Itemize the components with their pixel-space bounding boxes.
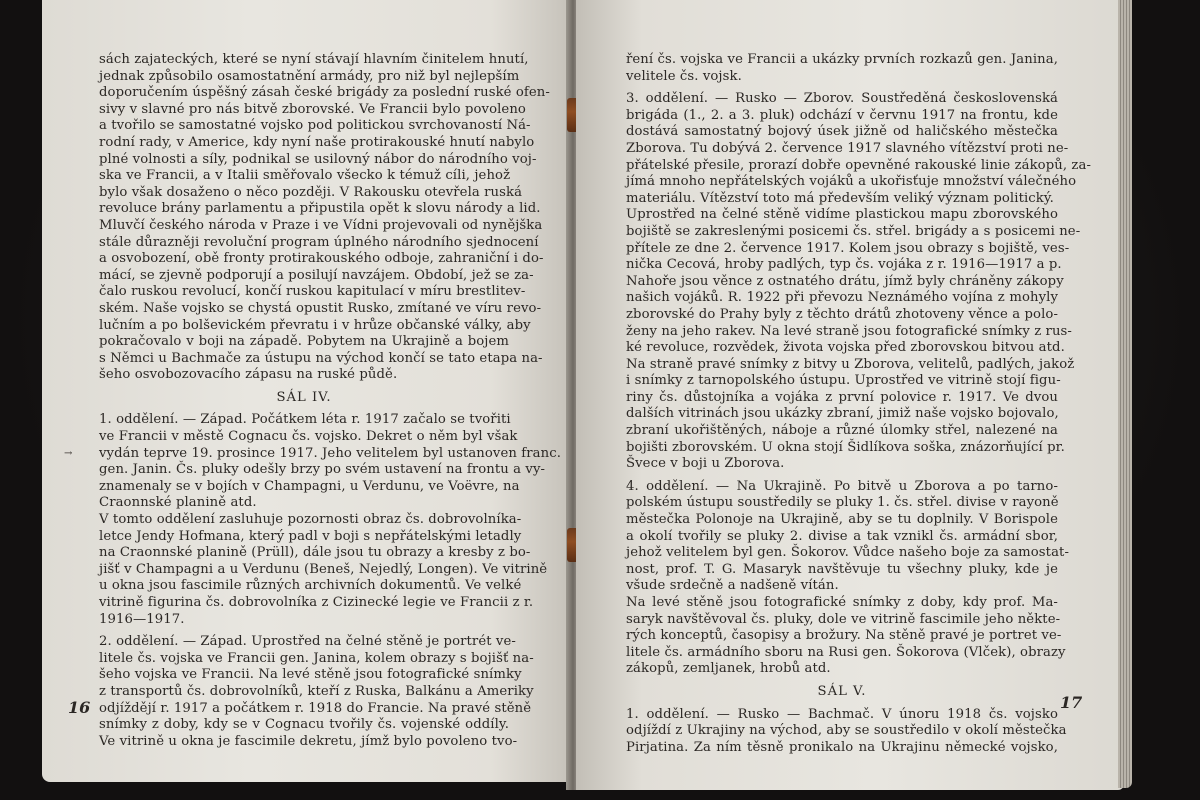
- text-line: stále důrazněji revoluční program úplného národního sjednocení: [99, 234, 539, 250]
- text-line: Švece v boji u Zborova.: [626, 456, 785, 472]
- text-line: dalších vitrinách jsou ukázky zbraní, jimiž naše vojsko bojovalo,: [626, 406, 1059, 422]
- text-line: ženy na jeho rakev. Na levé straně jsou fotografické snímky z rus-: [626, 323, 1072, 339]
- text-line: ve Francii v městě Cognacu čs. vojsko. Dekret o něm byl však: [99, 429, 518, 445]
- text-line: šeho vojska ve Francii. Na levé stěně jsou fotografické snímky: [99, 667, 522, 683]
- text-line: nost, prof. T. G. Masaryk navštěvuje tu všechny pluky, kde je: [626, 561, 1058, 577]
- text-line: V tomto oddělení zasluhuje pozornosti obraz čs. dobrovolníka-: [99, 512, 522, 528]
- text-line: 1. oddělení. — Rusko — Bachmač. V únoru 1918 čs. vojsko: [626, 706, 1058, 722]
- text-line: Craonnské planině atd.: [99, 495, 257, 511]
- text-line: šeho osvobozovacího zápasu na ruské půdě.: [99, 367, 398, 383]
- text-line: sivy v slavné pro nás bitvě zborovské. Ve Francii bylo povoleno: [99, 101, 526, 117]
- text-line: snímky z doby, kdy se v Cognacu tvořily čs. vojenské oddíly.: [99, 717, 509, 733]
- section-heading: SÁL V.: [817, 683, 867, 699]
- text-line: bylo však dosaženo o něco později. V Rakousku otevřela ruská: [99, 184, 523, 200]
- pencil-arrow-mark: →: [64, 448, 73, 459]
- text-line: ření čs. vojska ve Francii a ukázky prvních rozkazů gen. Janina,: [626, 52, 1058, 67]
- text-line: gen. Janin. Čs. pluky odešly brzy po svém ustavení na frontu a vy-: [99, 462, 546, 478]
- text-line: odjíždějí r. 1917 a počátkem r. 1918 do Francie. Na pravé stěně: [99, 700, 532, 716]
- text-line: všude srdečně a nadšeně vítán.: [626, 578, 839, 594]
- text-line: přítele ze dne 2. července 1917. Kolem jsou obrazy s bojiště, ves-: [626, 240, 1070, 256]
- text-line: přátelské přesile, prorazí dobře opevněné rakouské linie zákopů, za-: [626, 157, 1091, 173]
- text-line: našich vojáků. R. 1922 při převozu Neznámého vojína z mohyly: [626, 290, 1058, 306]
- left-page: [42, 0, 570, 782]
- text-line: jímá mnoho nepřátelských vojáků a ukořisťuje množství válečného: [626, 174, 1077, 190]
- text-line: litele čs. armádního sboru na Rusi gen. Šokorova (Vlček), obrazy: [626, 644, 1066, 660]
- text-line: 1916—1917.: [99, 611, 185, 627]
- text-line: materiálu. Vítězství toto má především veliký význam politický.: [626, 190, 1054, 206]
- text-line: letce Jendy Hofmana, který padl v boji s nepřátelskými letadly: [99, 528, 522, 544]
- page-number-right: 17: [1060, 693, 1083, 712]
- text-line: sách zajateckých, které se nyní stávají hlavním činitelem hnutí,: [99, 52, 529, 67]
- text-line: riny čs. důstojníka a vojáka z první polovice r. 1917. Ve dvou: [626, 389, 1058, 405]
- left-page-text: [99, 52, 561, 750]
- text-line: Na straně pravé snímky z bitvy u Zborova, velitelů, padlých, jakož: [626, 356, 1075, 372]
- text-line: 1. oddělení. — Západ. Počátkem léta r. 1917 začalo se tvořiti: [99, 412, 511, 428]
- text-line: jednak způsobilo osamostatnění armády, pro niž byl nejlepším: [99, 68, 520, 84]
- text-line: plné volnosti a síly, podnikal se usilovný nábor do národního voj-: [99, 151, 537, 167]
- text-line: 3. oddělení. — Rusko — Zborov. Soustředěná československá: [626, 91, 1058, 107]
- text-line: pokračovalo v boji na západě. Pobytem na Ukrajině a bojem: [99, 334, 509, 350]
- text-line: u okna jsou fascimile různých archivních dokumentů. Ve velké: [99, 578, 522, 594]
- text-line: zbraní ukořištěných, náboje a různé úlomky střel, nalezené na: [626, 423, 1058, 439]
- text-line: a okolí tvořily se pluky 2. divise a tak vznikl čs. armádní sbor,: [626, 528, 1058, 544]
- text-line: 2. oddělení. — Západ. Uprostřed na čelné stěně je portrét ve-: [99, 634, 516, 650]
- text-line: Zborova. Tu dobývá 2. července 1917 slavného vítězství proti ne-: [626, 140, 1069, 156]
- text-line: rodní rady, v Americe, kdy nyní naše protirakouské hnutí nabylo: [99, 134, 535, 150]
- text-line: a tvořilo se samostatné vojsko pod politickou svrchovaností Ná-: [99, 118, 531, 134]
- section-heading: SÁL IV.: [276, 389, 332, 405]
- text-line: ska ve Francii, a v Italii směřovalo všecko k témuž cíli, jehož: [99, 168, 511, 184]
- text-line: nička Cecová, hroby padlých, typ čs. vojáka z r. 1916—1917 a p.: [626, 257, 1062, 273]
- text-line: polském ústupu soustředily se pluky 1. čs. střel. divise v rayoně: [626, 495, 1059, 511]
- text-line: s Němci u Bachmače za ústupu na východ končí se tato etapa na-: [99, 350, 543, 366]
- text-line: bojišti zborovském. U okna stojí Šidlíkova soška, znázorňující pr.: [626, 439, 1065, 455]
- text-line: vydán teprve 19. prosince 1917. Jeho velitelem byl ustanoven franc.: [99, 445, 561, 461]
- text-line: doporučením úspěšný zásah české brigády za poslední ruské ofen-: [99, 85, 550, 101]
- text-line: Pirjatina. Za ním těsně pronikalo na Ukrajinu německé vojsko,: [626, 739, 1058, 755]
- text-line: i snímky z tarnopolského ústupu. Uprostřed ve vitrině stojí figu-: [626, 373, 1061, 389]
- page-stack-edge: [1118, 0, 1132, 788]
- text-line: Na levé stěně jsou fotografické snímky z doby, kdy prof. Ma-: [626, 595, 1058, 610]
- text-line: ském. Naše vojsko se chystá opustit Rusko, zmítané ve víru revo-: [99, 300, 542, 316]
- text-line: brigáda (1., 2. a 3. pluk) odchází v červnu 1917 na frontu, kde: [626, 107, 1058, 123]
- text-line: a osvobození, obě fronty protirakouského odboje, zahraniční i do-: [99, 251, 544, 267]
- text-line: odjíždí z Ukrajiny na východ, aby se soustředilo v okolí městečka: [626, 723, 1067, 739]
- text-line: jišť v Champagni a u Verdunu (Beneš, Nejedlý, Longen). Ve vitrině: [99, 561, 548, 577]
- text-line: na Craonnské planině (Prüll), dále jsou tu obrazy a kresby z bo-: [99, 545, 531, 561]
- text-line: 4. oddělení. — Na Ukrajině. Po bitvě u Zborova a po tarno-: [626, 478, 1058, 494]
- text-line: jehož velitelem byl gen. Šokorov. Vůdce našeho boje za samostat-: [626, 545, 1069, 561]
- text-line: bojiště se zakreslenými posicemi čs. střel. brigády a s posicemi ne-: [626, 223, 1081, 239]
- text-line: čalo ruskou revolucí, končí ruskou kapitulací v míru brestlitev-: [99, 284, 526, 300]
- text-line: revoluce brány parlamentu a připustila opět k slovu národy a lid.: [99, 201, 541, 217]
- text-line: velitele čs. vojsk.: [626, 68, 742, 84]
- right-page-text: [626, 52, 1091, 756]
- text-line: Nahoře jsou věnce z ostnatého drátu, jímž byly chráněny zákopy: [626, 273, 1064, 289]
- text-line: znamenaly se v bojích v Champagni, u Verdunu, ve Voëvre, na: [99, 478, 520, 494]
- text-line: saryk navštěvoval čs. pluky, dole ve vitrině fascimile jeho někte-: [626, 611, 1061, 627]
- text-line: městečka Polonoje na Ukrajině, aby se tu doplnily. V Borispole: [626, 512, 1058, 528]
- text-line: Ve vitrině u okna je fascimile dekretu, jímž bylo povoleno tvo-: [99, 733, 518, 749]
- text-line: dostává samostatný bojový úsek jižně od haličského městečka: [626, 124, 1058, 140]
- text-line: zborovské do Prahy byly z těchto drátů zhotoveny věnce a polo-: [626, 306, 1058, 322]
- text-line: lučním a po bolševickém převratu i v hrůze občanské války, aby: [99, 317, 531, 333]
- page-number-left: 16: [68, 698, 91, 717]
- text-line: vitrině figurina čs. dobrovolníka z Cizinecké legie ve Francii z r.: [99, 595, 534, 610]
- text-line: z transportů čs. dobrovolníků, kteří z Ruska, Balkánu a Ameriky: [99, 683, 534, 699]
- text-line: Mluvčí českého národa v Praze i ve Vídni projevovali od nynějška: [99, 217, 543, 233]
- text-line: zákopů, zemljanek, hrobů atd.: [626, 661, 831, 677]
- text-line: mácí, se zjevně podporují a posilují navzájem. Období, jež se za-: [99, 267, 534, 283]
- right-page: [576, 0, 1124, 790]
- text-line: rých konceptů, časopisy a brožury. Na stěně pravé je portret ve-: [626, 628, 1062, 644]
- text-line: ké revoluce, rozvědek, života vojska před zborovskou bitvou atd.: [626, 340, 1065, 356]
- text-line: Uprostřed na čelné stěně vidíme plastickou mapu zborovského: [626, 207, 1058, 223]
- text-line: litele čs. vojska ve Francii gen. Janina, kolem obrazy s bojišť na-: [99, 650, 534, 666]
